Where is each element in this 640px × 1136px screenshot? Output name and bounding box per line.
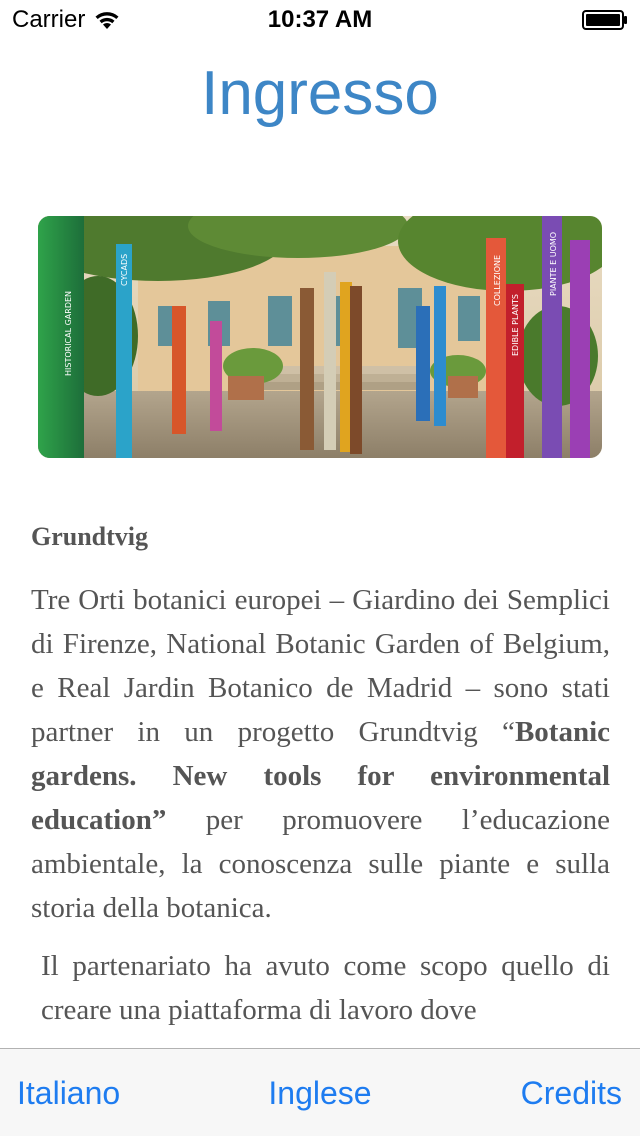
post-label-piante-e-uomo: PIANTE E UOMO [549, 231, 558, 296]
project-title: Botanic gardens. New tools for environmental education” [31, 716, 610, 836]
hero-image [38, 216, 602, 458]
tab-italiano[interactable]: Italiano [17, 1075, 121, 1111]
post-label-edible-plants: EDIBLE PLANTS [511, 293, 520, 356]
tab-inglese[interactable]: Inglese [268, 1075, 372, 1111]
article-paragraph-2: Il partenariato ha avuto come scopo quello di creare una piattaforma di lavoro dove [41, 950, 610, 1026]
post-label-collezione: COLLEZIONE [493, 254, 502, 306]
paragraph-1-text-b: per promuovere l’educazione ambientale, la conoscenza sulle piante e sulla storia della botanica. [31, 804, 610, 924]
article [31, 518, 610, 1046]
battery-icon [582, 10, 628, 30]
post-label-historical-garden: HISTORICAL GARDEN [64, 290, 73, 376]
page-title: Ingresso [201, 59, 439, 128]
article-paragraph-1 [31, 578, 610, 930]
post-label-cycads: CYCADS [120, 253, 129, 286]
tab-credits[interactable]: Credits [520, 1075, 622, 1111]
paragraph-1-text-a: Tre Orti botanici europei – Giardino dei Semplici di Firenze, National Botanic Garden of Belgium, e Real Jardin Botanico de Madrid – sono stati partner in un progetto Grundtvig “ [31, 584, 610, 748]
status-bar [0, 0, 640, 40]
article-heading: Grundtvig [31, 522, 149, 551]
garden-photo [38, 216, 602, 458]
carrier-label: Carrier [12, 6, 86, 33]
status-time: 10:37 AM [267, 6, 373, 33]
tab-bar [0, 1048, 640, 1136]
